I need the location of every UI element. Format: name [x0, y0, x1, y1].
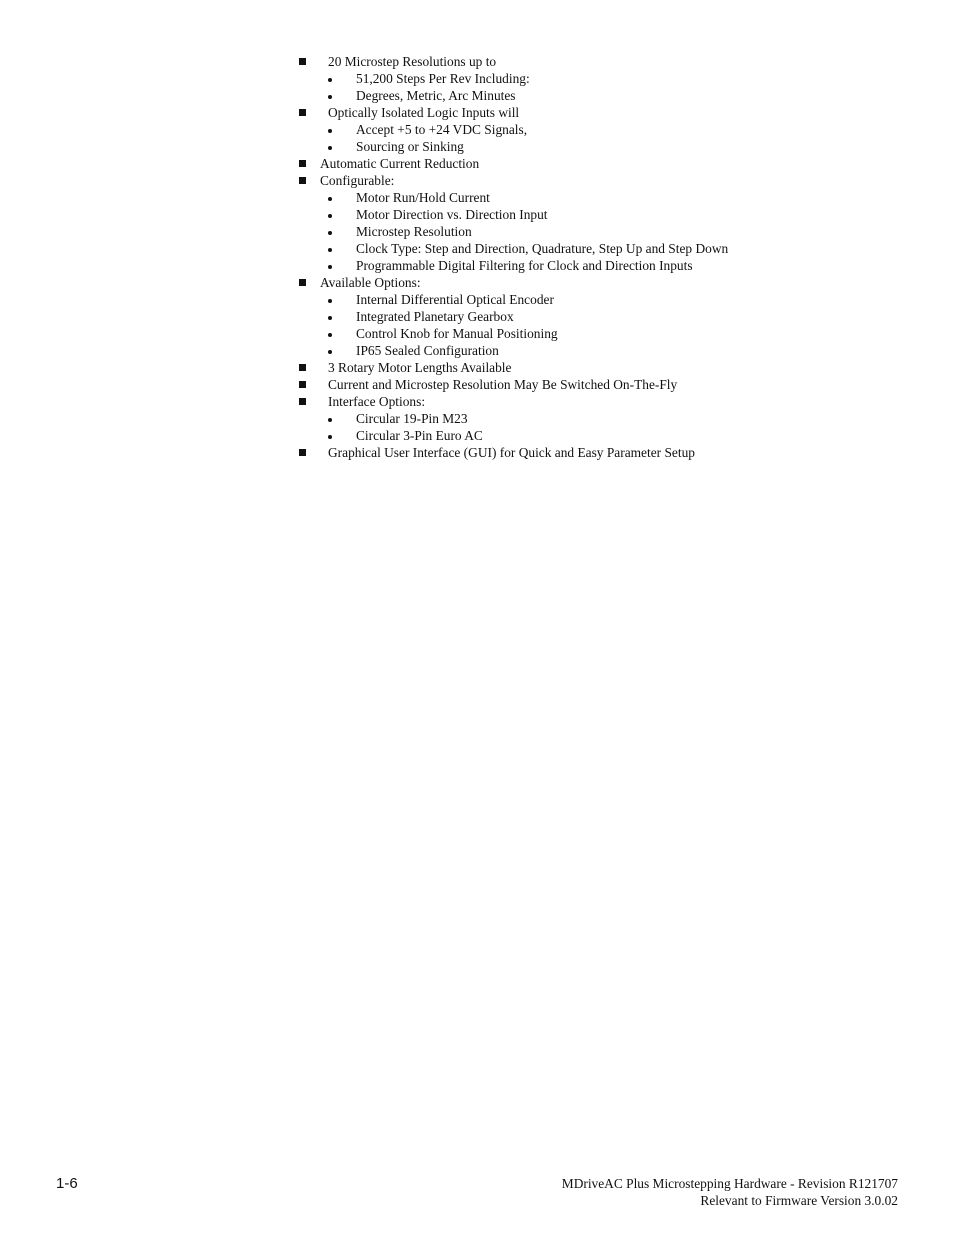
page-number: 1-6 — [56, 1175, 78, 1192]
bullet-text: Optically Isolated Logic Inputs will — [328, 105, 520, 120]
footer-revision: MDriveAC Plus Microstepping Hardware - Revision R121707 — [561, 1176, 898, 1191]
main-bullet-item — [296, 53, 916, 70]
bullet-text: Graphical User Interface (GUI) for Quick and Easy Parameter Setup — [328, 445, 695, 460]
sub-bullet-item — [296, 189, 916, 206]
main-bullet-item — [296, 172, 916, 189]
round-bullet-icon — [328, 418, 332, 422]
square-bullet-icon — [299, 381, 306, 388]
round-bullet-icon — [328, 231, 332, 235]
feature-list — [296, 53, 916, 461]
main-bullet-item — [296, 359, 916, 376]
bullet-text: Programmable Digital Filtering for Clock and Direction Inputs — [356, 258, 693, 273]
bullet-text: 20 Microstep Resolutions up to — [328, 54, 497, 69]
bullet-text: Sourcing or Sinking — [356, 139, 464, 154]
round-bullet-icon — [328, 265, 332, 269]
bullet-text: IP65 Sealed Configuration — [356, 343, 499, 358]
sub-bullet-item — [296, 291, 916, 308]
sub-bullet-item — [296, 410, 916, 427]
square-bullet-icon — [299, 58, 306, 65]
footer-info — [562, 1175, 898, 1209]
bullet-text: Control Knob for Manual Positioning — [356, 326, 558, 341]
sub-bullet-item — [296, 70, 916, 87]
main-bullet-item — [296, 393, 916, 410]
main-bullet-item — [296, 274, 916, 291]
bullet-text: Motor Direction vs. Direction Input — [356, 207, 548, 222]
round-bullet-icon — [328, 214, 332, 218]
round-bullet-icon — [328, 78, 332, 82]
round-bullet-icon — [328, 95, 332, 99]
square-bullet-icon — [299, 177, 306, 184]
bullet-text: Internal Differential Optical Encoder — [356, 292, 554, 307]
footer-firmware: Relevant to Firmware Version 3.0.02 — [700, 1193, 898, 1208]
bullet-text: Motor Run/Hold Current — [356, 190, 490, 205]
round-bullet-icon — [328, 248, 332, 252]
sub-bullet-item — [296, 257, 916, 274]
bullet-text: Interface Options: — [328, 394, 426, 409]
sub-bullet-item — [296, 138, 916, 155]
bullet-text: Clock Type: Step and Direction, Quadrature, Step Up and Step Down — [356, 241, 729, 256]
round-bullet-icon — [328, 197, 332, 201]
sub-bullet-item — [296, 308, 916, 325]
bullet-text: Circular 3-Pin Euro AC — [356, 428, 483, 443]
sub-bullet-item — [296, 427, 916, 444]
bullet-text: Microstep Resolution — [356, 224, 472, 239]
round-bullet-icon — [328, 350, 332, 354]
sub-bullet-item — [296, 223, 916, 240]
square-bullet-icon — [299, 449, 306, 456]
bullet-text: 3 Rotary Motor Lengths Available — [328, 360, 512, 375]
bullet-text: Degrees, Metric, Arc Minutes — [356, 88, 516, 103]
round-bullet-icon — [328, 129, 332, 133]
round-bullet-icon — [328, 299, 332, 303]
bullet-text: Circular 19-Pin M23 — [356, 411, 468, 426]
sub-bullet-item — [296, 87, 916, 104]
main-bullet-item — [296, 444, 916, 461]
sub-bullet-item — [296, 325, 916, 342]
sub-bullet-item — [296, 240, 916, 257]
bullet-text: Accept +5 to +24 VDC Signals, — [356, 122, 528, 137]
square-bullet-icon — [299, 398, 306, 405]
round-bullet-icon — [328, 316, 332, 320]
square-bullet-icon — [299, 109, 306, 116]
bullet-text: Configurable: — [320, 173, 395, 188]
sub-bullet-item — [296, 342, 916, 359]
main-bullet-item — [296, 376, 916, 393]
bullet-text: Current and Microstep Resolution May Be Switched On-The-Fly — [328, 377, 678, 392]
main-bullet-item — [296, 155, 916, 172]
bullet-text: Available Options: — [320, 275, 421, 290]
round-bullet-icon — [328, 333, 332, 337]
bullet-text: 51,200 Steps Per Rev Including: — [356, 71, 530, 86]
square-bullet-icon — [299, 160, 306, 167]
sub-bullet-item — [296, 121, 916, 138]
round-bullet-icon — [328, 435, 332, 439]
square-bullet-icon — [299, 364, 306, 371]
main-bullet-item — [296, 104, 916, 121]
bullet-text: Integrated Planetary Gearbox — [356, 309, 514, 324]
square-bullet-icon — [299, 279, 306, 286]
sub-bullet-item — [296, 206, 916, 223]
bullet-text: Automatic Current Reduction — [320, 156, 480, 171]
round-bullet-icon — [328, 146, 332, 150]
